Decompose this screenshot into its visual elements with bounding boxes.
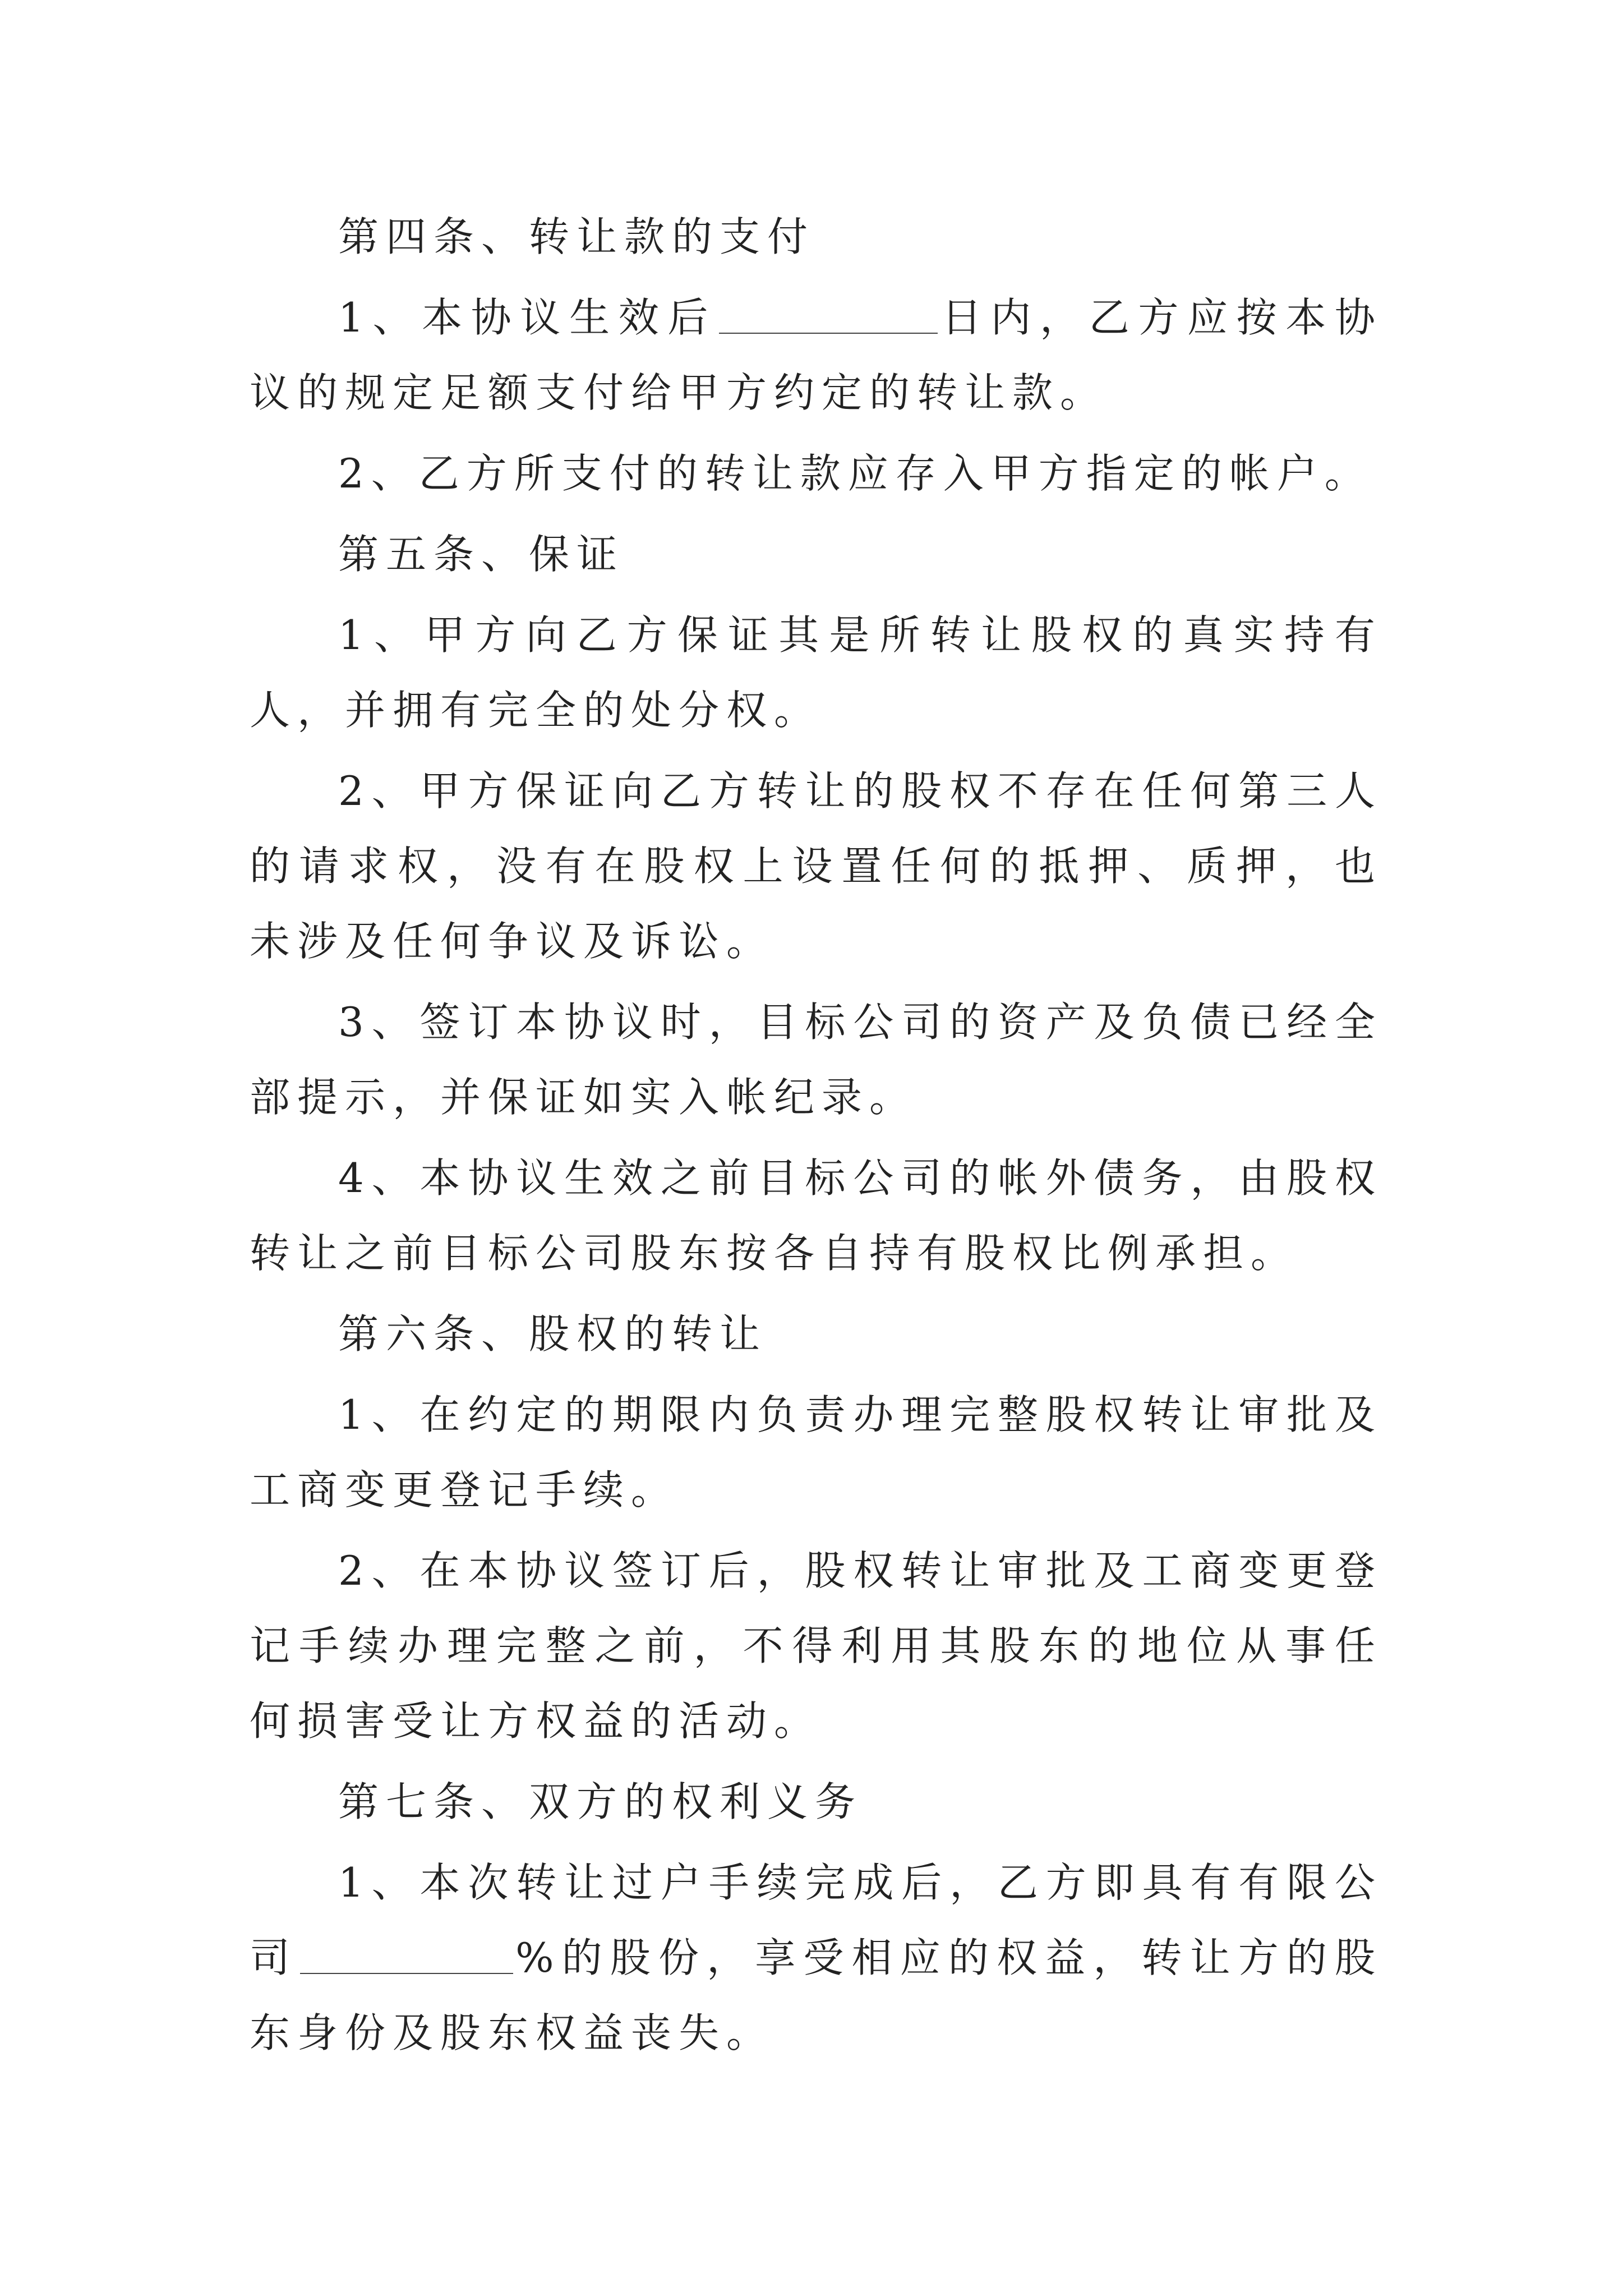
- article-5-clause-2: 2、甲方保证向乙方转让的股权不存在任何第三人的请求权，没有在股权上设置任何的抵押、质押，也未涉及任何争议及诉讼。: [250, 767, 1382, 965]
- article-6-clause-2: 2、在本协议签订后，股权转让审批及工商变更登记手续办理完整之前，不得利用其股东的地位从事任何损害受让方权益的活动。: [250, 1547, 1382, 1745]
- article-4-heading: 第四条、转让款的支付: [338, 213, 815, 260]
- document-body: [250, 199, 1382, 2070]
- article-4-clause-1: [250, 280, 1382, 430]
- article-5-clause-3: 3、签订本协议时，目标公司的资产及负债已经全部提示，并保证如实入帐纪录。: [250, 999, 1382, 1121]
- clause-text: 1、本协议生效后: [338, 294, 717, 341]
- article-6-clause-1: 1、在约定的期限内负责办理完整股权转让审批及工商变更登记手续。: [250, 1391, 1382, 1513]
- article-7-heading: 第七条、双方的权利义务: [338, 1778, 863, 1825]
- clause-text: 1、本次转让过户手续完成后，乙方即具有有限公司: [250, 1859, 1382, 1981]
- article-4-clause-2: 2、乙方所支付的转让款应存入甲方指定的帐户。: [338, 450, 1372, 497]
- article-5-clause-1: 1、甲方向乙方保证其是所转让股权的真实持有人，并拥有完全的处分权。: [250, 611, 1382, 734]
- article-6-heading: 第六条、股权的转让: [338, 1310, 768, 1358]
- article-7-clause-1: [250, 1845, 1382, 2070]
- share-percent-blank-field[interactable]: [300, 1934, 513, 1974]
- article-5-heading: 第五条、保证: [338, 531, 625, 578]
- article-5-clause-4: 4、本协议生效之前目标公司的帐外债务，由股权转让之前目标公司股东按各自持有股权比例承担。: [250, 1154, 1382, 1277]
- clause-text: %的股份，享受相应的权益，转让方的股东身份及股东权益丧失。: [250, 1934, 1382, 2056]
- clause-text: 日内，乙方应按本协议的规定足额支付给甲方约定的转让款。: [250, 294, 1382, 416]
- days-blank-field[interactable]: [719, 293, 938, 334]
